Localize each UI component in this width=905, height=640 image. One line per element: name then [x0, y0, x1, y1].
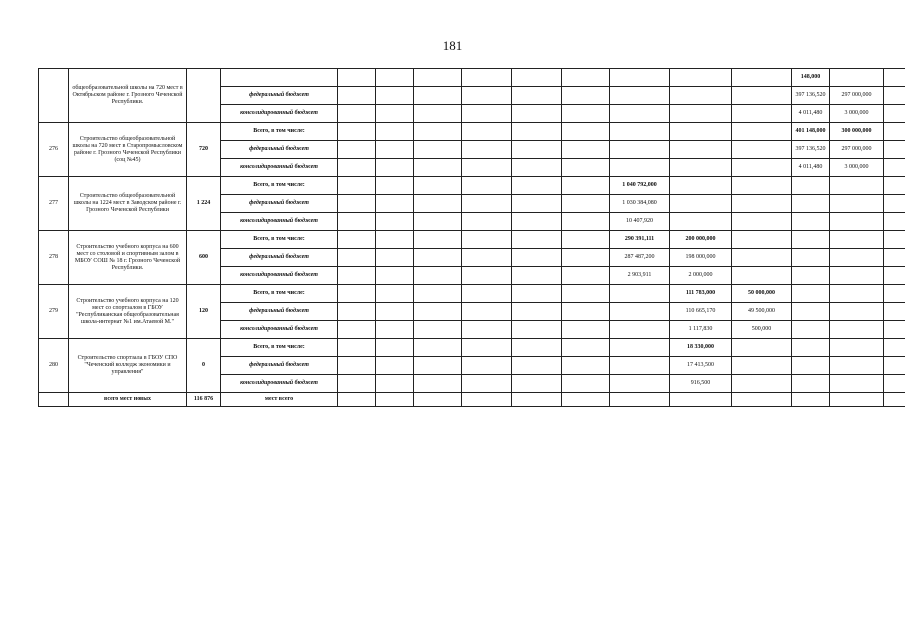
empty-cell [830, 339, 884, 357]
total-kind: мест всего [221, 393, 338, 407]
empty-cell [670, 213, 732, 231]
empty-cell [830, 195, 884, 213]
empty-cell [732, 339, 792, 357]
funding-type: Всего, в том числе: [221, 177, 338, 195]
empty-cell [512, 321, 562, 339]
empty-cell [792, 231, 830, 249]
empty-cell [338, 105, 376, 123]
empty-cell [512, 231, 562, 249]
value-cell: 3 000,000 [830, 159, 884, 177]
funding-type: консолидированный бюджет [221, 213, 338, 231]
value-cell: 397 136,520 [792, 141, 830, 159]
empty-cell [338, 393, 376, 407]
empty-cell [462, 105, 512, 123]
empty-cell [414, 69, 462, 87]
empty-cell [414, 357, 462, 375]
empty-cell [462, 123, 512, 141]
empty-cell [792, 177, 830, 195]
empty-cell [512, 213, 562, 231]
value-cell: 4 011,480 [792, 159, 830, 177]
empty-cell [462, 213, 512, 231]
empty-cell [562, 357, 610, 375]
places-cell [187, 69, 221, 123]
empty-cell [732, 267, 792, 285]
empty-cell [338, 177, 376, 195]
object-description: Строительство общеобразовательной школы на 1224 мест в Заводском районе г. Грозного Чеченской Республики [69, 177, 187, 231]
empty-cell [338, 249, 376, 267]
value-cell: 200 000,000 [670, 231, 732, 249]
empty-cell [610, 339, 670, 357]
empty-cell [414, 177, 462, 195]
empty-cell [462, 393, 512, 407]
empty-cell [884, 213, 905, 231]
empty-cell [670, 393, 732, 407]
row-number-cell [39, 69, 69, 123]
funding-type: консолидированный бюджет [221, 159, 338, 177]
empty-cell [792, 195, 830, 213]
empty-cell [562, 231, 610, 249]
empty-cell [462, 69, 512, 87]
empty-cell [670, 69, 732, 87]
value-cell: 397 136,520 [792, 87, 830, 105]
value-cell: 297 000,000 [830, 141, 884, 159]
empty-cell [884, 123, 905, 141]
empty-cell [462, 357, 512, 375]
funding-type: консолидированный бюджет [221, 105, 338, 123]
value-cell: 17 413,500 [670, 357, 732, 375]
places-cell: 720 [187, 123, 221, 177]
empty-cell [670, 87, 732, 105]
table-row [39, 339, 905, 357]
empty-cell [830, 213, 884, 231]
total-places: 116 876 [187, 393, 221, 407]
empty-cell [792, 321, 830, 339]
table-row [39, 123, 905, 141]
empty-cell [376, 213, 414, 231]
empty-cell [792, 375, 830, 393]
funding-type: Всего, в том числе: [221, 231, 338, 249]
total-label: всего мест новых [69, 393, 187, 407]
empty-cell [512, 267, 562, 285]
empty-cell [884, 375, 905, 393]
empty-cell [376, 141, 414, 159]
table-row [39, 177, 905, 195]
empty-cell [830, 375, 884, 393]
page-number: 181 [442, 38, 463, 53]
value-cell: 1 030 384,080 [610, 195, 670, 213]
empty-cell [884, 105, 905, 123]
empty-cell [462, 231, 512, 249]
value-cell: 50 000,000 [732, 285, 792, 303]
table-row [39, 69, 905, 87]
empty-cell [462, 195, 512, 213]
empty-cell [884, 285, 905, 303]
empty-cell [562, 393, 610, 407]
empty-cell [338, 69, 376, 87]
empty-cell [732, 141, 792, 159]
empty-cell [830, 285, 884, 303]
places-cell: 1 224 [187, 177, 221, 231]
empty-cell [830, 357, 884, 375]
empty-cell [884, 393, 905, 407]
empty-cell [338, 195, 376, 213]
empty-cell [462, 267, 512, 285]
empty-cell [792, 357, 830, 375]
empty-cell [376, 177, 414, 195]
empty-cell [376, 249, 414, 267]
empty-cell [376, 339, 414, 357]
empty-cell [562, 285, 610, 303]
empty-cell [830, 303, 884, 321]
table-row-total [39, 393, 905, 407]
value-cell: 18 330,000 [670, 339, 732, 357]
empty-cell [414, 231, 462, 249]
funding-type: Всего, в том числе: [221, 339, 338, 357]
empty-cell [414, 213, 462, 231]
empty-cell [338, 267, 376, 285]
empty-cell [732, 195, 792, 213]
empty-cell [670, 105, 732, 123]
empty-cell [376, 123, 414, 141]
empty-cell [376, 393, 414, 407]
empty-cell [462, 339, 512, 357]
empty-cell [562, 267, 610, 285]
value-cell: 500,000 [732, 321, 792, 339]
empty-cell [884, 267, 905, 285]
empty-cell [792, 285, 830, 303]
empty-cell [462, 177, 512, 195]
empty-cell [732, 159, 792, 177]
empty-cell [338, 87, 376, 105]
value-cell: 49 500,000 [732, 303, 792, 321]
funding-type: консолидированный бюджет [221, 267, 338, 285]
empty-cell [338, 231, 376, 249]
empty-cell [376, 357, 414, 375]
row-number-cell: 278 [39, 231, 69, 285]
value-cell: 300 000,000 [830, 123, 884, 141]
empty-cell [610, 141, 670, 159]
object-description: общеобразовательной школы на 720 мест в Октябрьском районе г. Грозного Чеченской Республики. [69, 69, 187, 123]
value-cell: 148,000 [792, 69, 830, 87]
empty-cell [732, 375, 792, 393]
empty-cell [414, 159, 462, 177]
empty-cell [732, 231, 792, 249]
value-cell: 110 665,170 [670, 303, 732, 321]
empty-cell [338, 123, 376, 141]
row-number-cell: 279 [39, 285, 69, 339]
empty-cell [414, 303, 462, 321]
empty-cell [562, 69, 610, 87]
empty-cell [562, 159, 610, 177]
empty-cell [732, 69, 792, 87]
budget-table [38, 68, 905, 407]
empty-cell [610, 159, 670, 177]
empty-cell [670, 159, 732, 177]
empty-cell [376, 195, 414, 213]
value-cell: 290 391,111 [610, 231, 670, 249]
empty-cell [884, 69, 905, 87]
value-cell: 1 040 792,000 [610, 177, 670, 195]
empty-cell [610, 375, 670, 393]
empty-cell [562, 303, 610, 321]
empty-cell [414, 141, 462, 159]
empty-cell [414, 195, 462, 213]
empty-cell [884, 87, 905, 105]
empty-cell [338, 339, 376, 357]
empty-cell [830, 231, 884, 249]
empty-cell [462, 87, 512, 105]
empty-cell [830, 321, 884, 339]
empty-cell [338, 285, 376, 303]
empty-cell [338, 213, 376, 231]
empty-cell [670, 123, 732, 141]
empty-cell [376, 375, 414, 393]
empty-cell [732, 393, 792, 407]
empty-cell [376, 267, 414, 285]
funding-type: консолидированный бюджет [221, 321, 338, 339]
empty-cell [512, 105, 562, 123]
empty-cell [376, 285, 414, 303]
object-description: Строительство спортзала в ГБОУ СПО "Чеченский колледж экономики и управления" [69, 339, 187, 393]
empty-cell [562, 87, 610, 105]
value-cell: 401 148,000 [792, 123, 830, 141]
empty-cell [512, 159, 562, 177]
empty-cell [830, 249, 884, 267]
empty-cell [562, 249, 610, 267]
empty-cell [610, 393, 670, 407]
empty-cell [414, 321, 462, 339]
empty-cell [884, 249, 905, 267]
empty-cell [792, 249, 830, 267]
empty-cell [562, 123, 610, 141]
places-cell: 600 [187, 231, 221, 285]
empty-cell [732, 105, 792, 123]
empty-cell [884, 339, 905, 357]
empty-cell [830, 177, 884, 195]
places-cell: 120 [187, 285, 221, 339]
empty-cell [670, 141, 732, 159]
empty-cell [512, 303, 562, 321]
empty-cell [884, 357, 905, 375]
empty-cell [512, 357, 562, 375]
empty-cell [830, 393, 884, 407]
empty-cell [792, 339, 830, 357]
empty-cell [792, 393, 830, 407]
empty-cell [610, 123, 670, 141]
empty-cell [610, 69, 670, 87]
empty-cell [462, 375, 512, 393]
object-description: Строительство учебного корпуса на 120 мест со спортзалом в ГБОУ "Республиканская общеобразовательная школа-интернат №1 им.Атаевой М." [69, 285, 187, 339]
empty-cell [414, 105, 462, 123]
empty-cell [562, 141, 610, 159]
empty-cell [884, 177, 905, 195]
empty-cell [732, 87, 792, 105]
empty-cell [732, 357, 792, 375]
empty-cell [376, 159, 414, 177]
empty-cell [792, 267, 830, 285]
empty-cell [732, 177, 792, 195]
value-cell: 111 783,000 [670, 285, 732, 303]
empty-cell [462, 141, 512, 159]
empty-cell [610, 87, 670, 105]
empty-cell [884, 195, 905, 213]
empty-cell [884, 141, 905, 159]
empty-cell [562, 339, 610, 357]
empty-cell [512, 177, 562, 195]
empty-cell [338, 159, 376, 177]
empty-cell [338, 303, 376, 321]
funding-type: федеральный бюджет [221, 195, 338, 213]
empty-cell [512, 393, 562, 407]
empty-cell [884, 321, 905, 339]
empty-cell [414, 285, 462, 303]
empty-cell [610, 105, 670, 123]
empty-cell [414, 267, 462, 285]
funding-type: консолидированный бюджет [221, 375, 338, 393]
value-cell: 198 000,000 [670, 249, 732, 267]
funding-type: федеральный бюджет [221, 303, 338, 321]
funding-type [221, 69, 338, 87]
empty-cell [414, 375, 462, 393]
empty-cell [830, 267, 884, 285]
empty-cell [512, 141, 562, 159]
empty-cell [338, 375, 376, 393]
empty-cell [376, 87, 414, 105]
empty-cell [562, 105, 610, 123]
value-cell: 4 011,480 [792, 105, 830, 123]
empty-cell [512, 123, 562, 141]
empty-cell [414, 123, 462, 141]
value-cell: 287 487,200 [610, 249, 670, 267]
empty-cell [562, 195, 610, 213]
empty-cell [512, 285, 562, 303]
table-row [39, 285, 905, 303]
empty-cell [884, 303, 905, 321]
empty-cell [512, 339, 562, 357]
empty-cell [562, 177, 610, 195]
empty-cell [610, 303, 670, 321]
empty-cell [670, 177, 732, 195]
empty-cell [512, 195, 562, 213]
empty-cell [376, 303, 414, 321]
empty-cell [610, 321, 670, 339]
empty-cell [414, 393, 462, 407]
empty-cell [462, 249, 512, 267]
empty-cell [732, 249, 792, 267]
empty-cell [414, 339, 462, 357]
empty-cell [562, 213, 610, 231]
empty-cell [376, 231, 414, 249]
empty-cell [670, 195, 732, 213]
funding-type: Всего, в том числе: [221, 123, 338, 141]
empty-cell [414, 87, 462, 105]
empty-cell [462, 285, 512, 303]
empty-cell [792, 303, 830, 321]
row-number-cell [39, 393, 69, 407]
empty-cell [376, 321, 414, 339]
value-cell: 916,500 [670, 375, 732, 393]
empty-cell [512, 69, 562, 87]
empty-cell [376, 69, 414, 87]
table-row [39, 231, 905, 249]
empty-cell [512, 249, 562, 267]
empty-cell [884, 159, 905, 177]
value-cell: 2 903,911 [610, 267, 670, 285]
object-description: Строительство общеобразовательной школы на 720 мест в Старопромысловском районе г. Грозного Чеченской Республики (соц №45) [69, 123, 187, 177]
empty-cell [884, 231, 905, 249]
empty-cell [414, 249, 462, 267]
empty-cell [830, 69, 884, 87]
object-description: Строительство учебного корпуса на 600 мест со столовой и спортивным залом в МБОУ СОШ № 18 г. Грозного Чеченской Республики. [69, 231, 187, 285]
empty-cell [732, 123, 792, 141]
empty-cell [338, 357, 376, 375]
empty-cell [562, 375, 610, 393]
row-number-cell: 280 [39, 339, 69, 393]
empty-cell [338, 141, 376, 159]
funding-type: федеральный бюджет [221, 357, 338, 375]
empty-cell [562, 321, 610, 339]
value-cell: 2 000,000 [670, 267, 732, 285]
funding-type: федеральный бюджет [221, 87, 338, 105]
places-cell: 0 [187, 339, 221, 393]
empty-cell [792, 213, 830, 231]
empty-cell [512, 375, 562, 393]
funding-type: федеральный бюджет [221, 249, 338, 267]
empty-cell [462, 159, 512, 177]
value-cell: 297 000,000 [830, 87, 884, 105]
value-cell: 3 000,000 [830, 105, 884, 123]
empty-cell [376, 105, 414, 123]
row-number-cell: 277 [39, 177, 69, 231]
value-cell: 10 407,920 [610, 213, 670, 231]
empty-cell [732, 213, 792, 231]
value-cell: 1 117,830 [670, 321, 732, 339]
row-number-cell: 276 [39, 123, 69, 177]
empty-cell [610, 357, 670, 375]
empty-cell [512, 87, 562, 105]
funding-type: Всего, в том числе: [221, 285, 338, 303]
empty-cell [462, 321, 512, 339]
empty-cell [610, 285, 670, 303]
empty-cell [338, 321, 376, 339]
empty-cell [462, 303, 512, 321]
funding-type: федеральный бюджет [221, 141, 338, 159]
